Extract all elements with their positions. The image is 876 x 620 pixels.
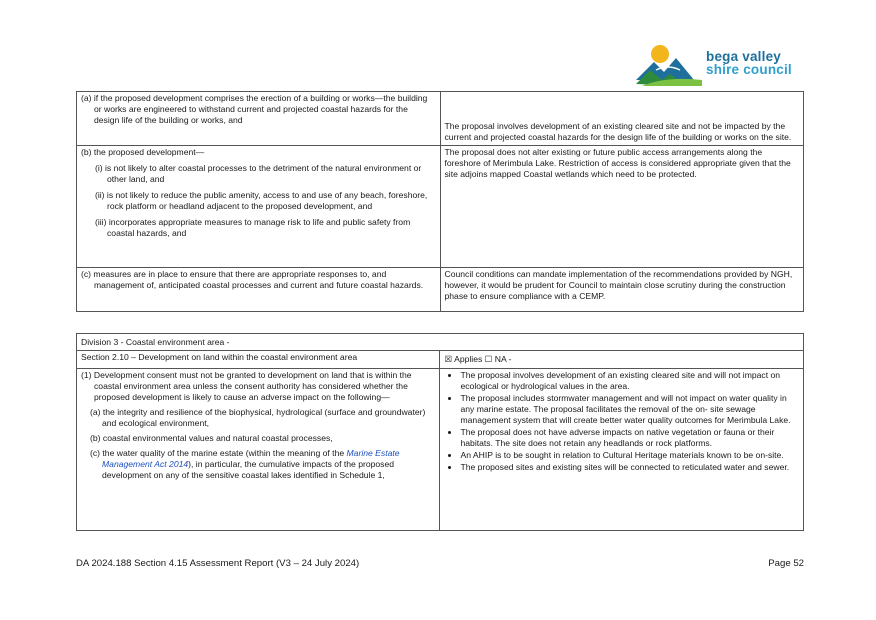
assessment-cell xyxy=(440,369,804,531)
logo-text xyxy=(706,50,792,76)
criterion-cell xyxy=(77,268,441,312)
list-item: • The proposal does not have adverse impacts on native vegetation or fauna or their habitats. The site does not retain any headlands or rock platforms. xyxy=(460,427,799,449)
footer-page-number: Page 52 xyxy=(768,558,804,569)
applies-cell xyxy=(440,351,804,369)
criterion-cell xyxy=(77,369,440,531)
coastal-environment-table xyxy=(76,333,804,531)
logo-line1: bega valley xyxy=(706,49,781,64)
table-row xyxy=(77,351,804,369)
assessment-cell xyxy=(440,92,804,146)
marine-estate-act-link[interactable]: Marine Estate Management Act 2014 xyxy=(102,448,400,469)
list-item: • The proposal involves development of an existing cleared site and will not impact on ecological or hydrological values in the area. xyxy=(460,370,799,392)
table-row xyxy=(77,369,804,531)
criterion-cell xyxy=(77,92,441,146)
section-heading-cell xyxy=(77,351,440,369)
criterion-c: (c) measures are in place to ensure that there are appropriate responses to, and management of, anticipated coastal processes and current and future coastal hazards. xyxy=(81,269,424,290)
criterion-b-i: (i) is not likely to alter coastal processes to the detriment of the natural environment or other land, and xyxy=(95,163,422,184)
criterion-a: (a) if the proposed development comprises the erection of a building or works—the building or works are engineered to withstand current and projected coastal hazards for the design life of the building or works, and xyxy=(81,93,428,125)
table-row xyxy=(77,268,804,312)
table-row xyxy=(77,146,804,268)
criterion-1a: (a) the integrity and resilience of the biophysical, hydrological (surface and groundwater) and ecological environment, xyxy=(90,407,426,428)
criterion-1c-post: ), in particular, the cumulative impacts of the proposed development on any of the sensitive coastal lakes identified in Schedule 1, xyxy=(102,459,395,480)
section-heading: Section 2.10 – Development on land within the coastal environment area xyxy=(81,352,358,362)
criterion-1b: (b) coastal environmental values and natural coastal processes, xyxy=(90,433,333,443)
division-heading: Division 3 - Coastal environment area - xyxy=(81,337,230,347)
criterion-intro: (1) Development consent must not be granted to development on land that is within the coastal environment area unless the consent authority has considered whether the proposed development is likely to cause an adverse impact on the following— xyxy=(81,370,412,402)
hills-logo-icon xyxy=(636,40,706,90)
assessment-a: The proposal involves development of an existing cleared site and not be impacted by the current and projected coastal hazards for the design life of the building or works on the site. xyxy=(444,121,792,142)
criterion-b-ii: (ii) is not likely to reduce the public amenity, access to and use of any beach, foreshore, rock platform or headland adjacent to the proposed development, and xyxy=(95,190,428,211)
list-item: • An AHIP is to be sought in relation to Cultural Heritage materials known to be on-site. xyxy=(460,450,799,461)
criterion-1c-pre: (c) the water quality of the marine estate (within the meaning of the xyxy=(90,448,347,458)
coastal-hazard-table xyxy=(76,91,804,312)
table-row xyxy=(77,334,804,351)
footer-document-title: DA 2024.188 Section 4.15 Assessment Report (V3 – 24 July 2024) xyxy=(76,558,360,569)
division-heading-cell xyxy=(77,334,804,351)
criterion-1c xyxy=(81,448,435,481)
criterion-b: (b) the proposed development— xyxy=(81,147,205,157)
list-item: • The proposal includes stormwater management and will not impact on water quality in any marine estate. The proposal facilitates the removal of the on- site sewage management system that will create better water quality outcomes for Merimbula Lake. xyxy=(460,393,799,426)
list-item: • The proposed sites and existing sites will be connected to reticulated water and sewer. xyxy=(460,462,799,473)
assessment-cell xyxy=(440,146,804,268)
table-row xyxy=(77,92,804,146)
applies-status: ☒ Applies ☐ NA - xyxy=(444,354,512,364)
assessment-b: The proposal does not alter existing or future public access arrangements along the foreshore of Merimbula Lake. Restriction of access is considered appropriate given that the site adjoins mapped Coastal wetlands which need to be protected. xyxy=(444,147,791,179)
assessment-cell xyxy=(440,268,804,312)
logo-line2: shire council xyxy=(706,62,792,77)
assessment-list xyxy=(444,370,799,473)
council-logo xyxy=(636,40,806,90)
criterion-cell xyxy=(77,146,441,268)
criterion-b-iii: (iii) incorporates appropriate measures to manage risk to life and public safety from coastal hazards, and xyxy=(95,217,411,238)
assessment-c: Council conditions can mandate implementation of the recommendations provided by NGH, however, it would be prudent for Council to maintain close scrutiny during the construction phase to ensure compliance with a CEMP. xyxy=(444,269,793,301)
